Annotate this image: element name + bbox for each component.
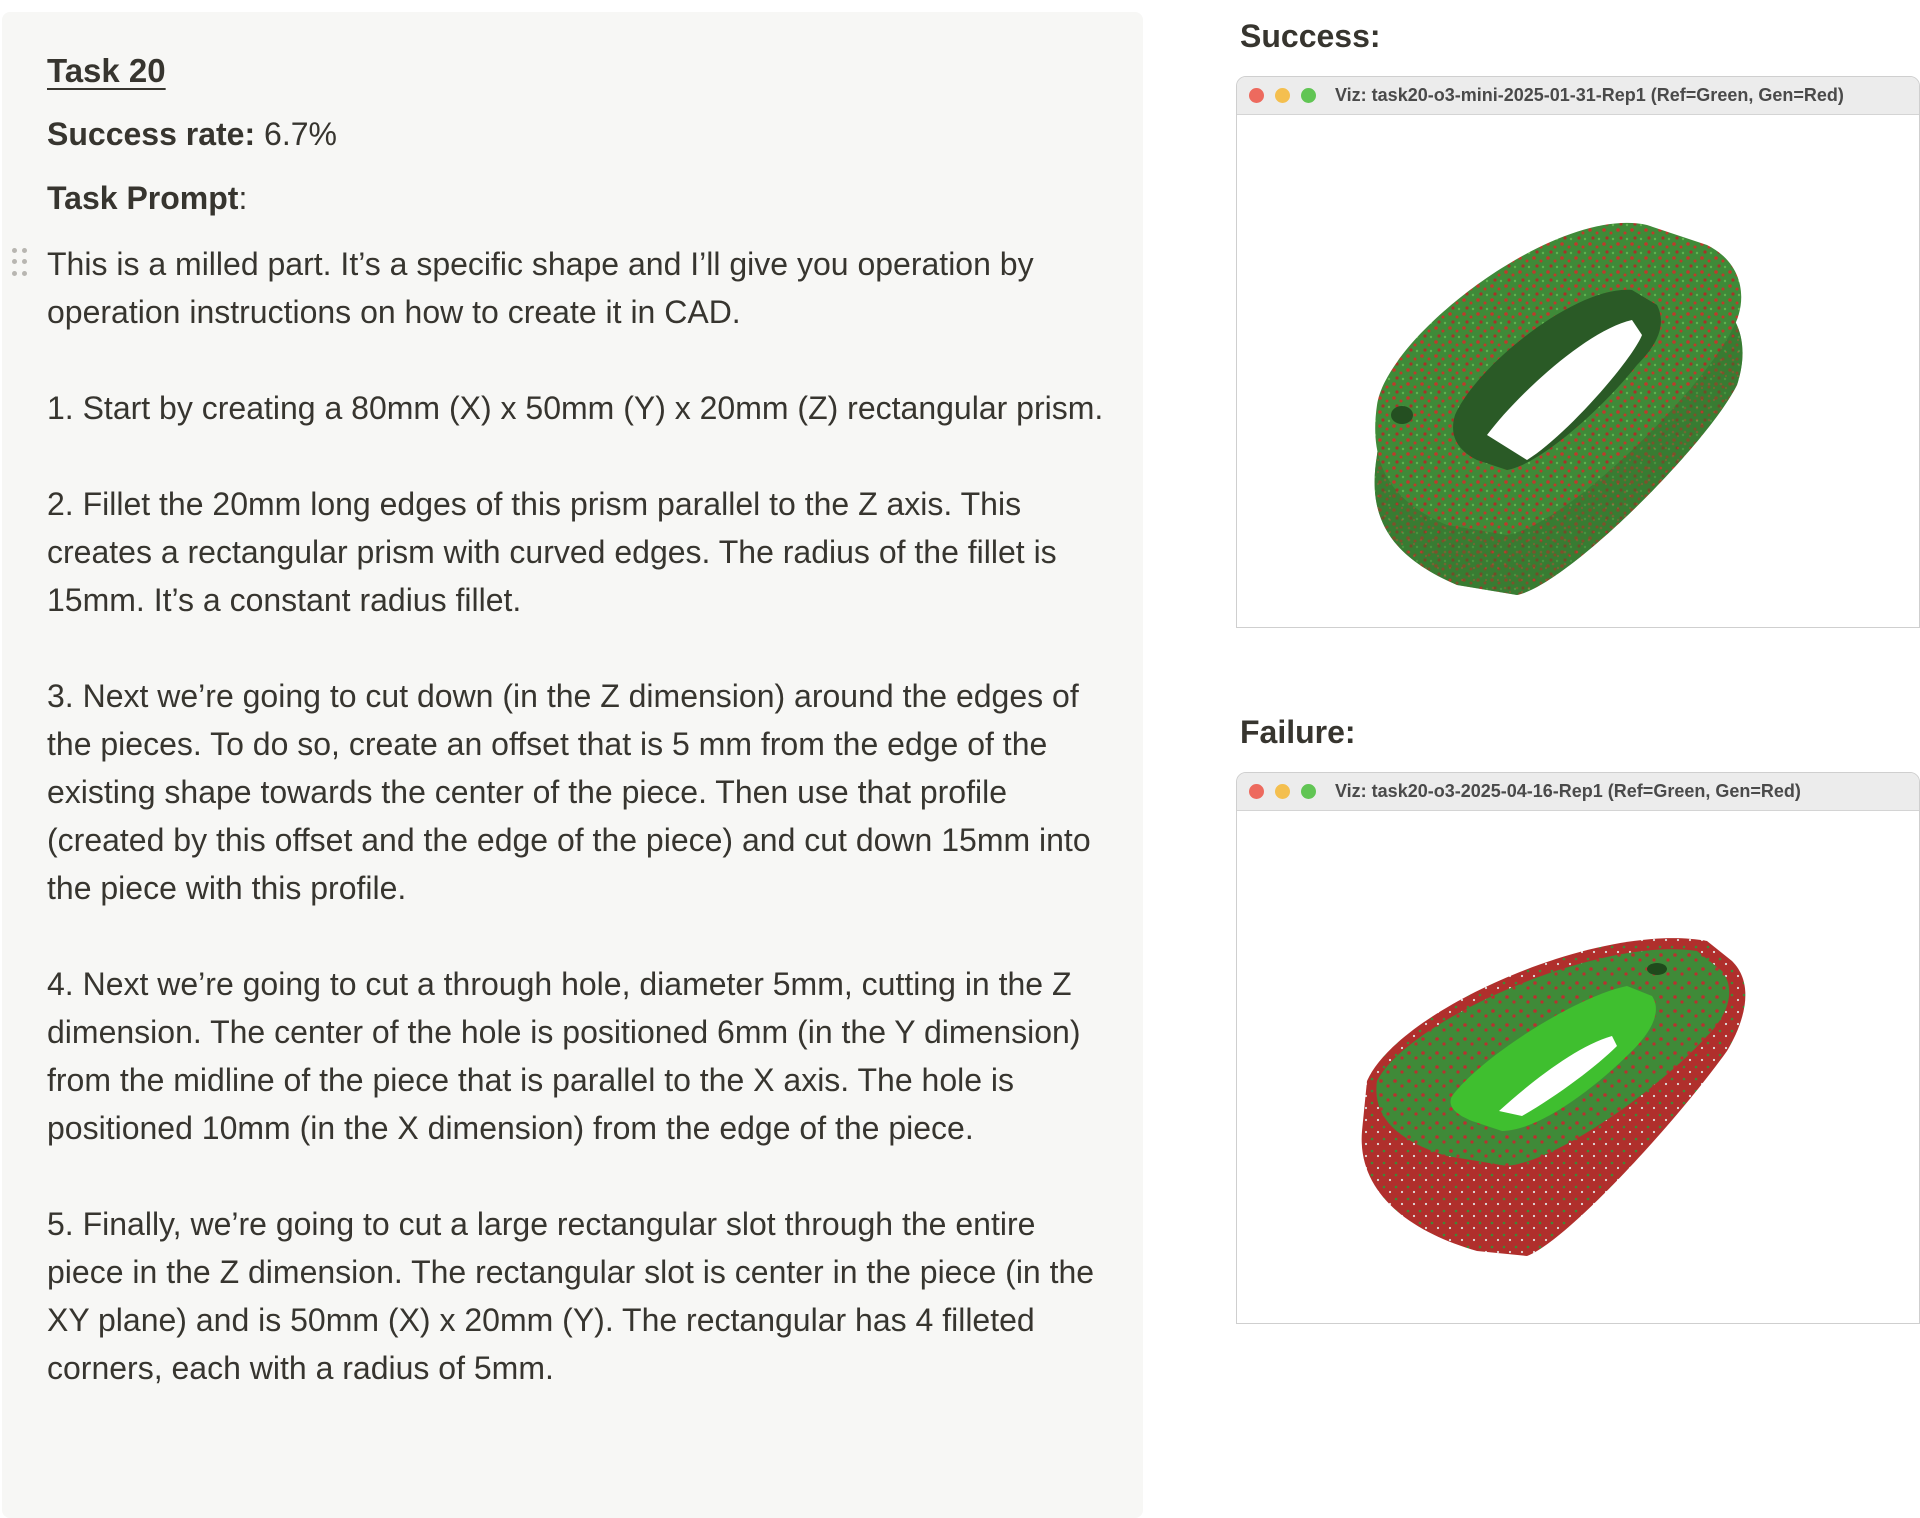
task-prompt: [47, 240, 1107, 1440]
prompt-paragraph: This is a milled part. It’s a specific shape and I’ll give you operation by operation instructions on how to create it in CAD.: [47, 246, 1034, 330]
prompt-step-5: 5. Finally, we’re going to cut a large rectangular slot through the entire piece in the Z dimension. The rectangular slot is center in the piece (in the XY plane) and is 50mm (X) x 20mm (Y). The rectangular has 4 filleted corners, each with a radius of 5mm.: [47, 1206, 1095, 1386]
failure-point-cloud-render: [1237, 811, 1920, 1324]
success-titlebar: [1237, 77, 1919, 115]
prompt-step-2: 2. Fillet the 20mm long edges of this prism parallel to the Z axis. This creates a rectangular prism with curved edges. The radius of the fillet is 15mm. It’s a constant radius fillet.: [47, 486, 1057, 618]
success-rate-label: Success rate:: [47, 116, 256, 152]
success-point-cloud-render: [1237, 115, 1920, 628]
prompt-step-3: 3. Next we’re going to cut down (in the Z dimension) around the edges of the pieces. To do so, create an offset that is 5 mm from the edge of the existing shape towards the center of the piece. Then use that profile (created by this offset and the edge of the piece) and cut down 15mm into the piece with this profile.: [47, 678, 1091, 906]
prompt-step-4: 4. Next we’re going to cut a through hole, diameter 5mm, cutting in the Z dimension. The center of the hole is positioned 6mm (in the Y dimension) from the midline of the piece that is parallel to the X axis. The hole is positioned 10mm (in the X dimension) from the edge of the piece.: [47, 966, 1081, 1146]
minimize-window-icon[interactable]: [1275, 88, 1290, 103]
task-prompt-colon: :: [238, 180, 248, 216]
task-title: Task 20: [47, 52, 166, 89]
failure-window-title: Viz: task20-o3-2025-04-16-Rep1 (Ref=Green, Gen=Red): [1335, 781, 1801, 801]
task-prompt-heading: [47, 180, 247, 217]
zoom-window-icon[interactable]: [1301, 784, 1316, 799]
success-window-title: Viz: task20-o3-mini-2025-01-31-Rep1 (Ref=Green, Gen=Red): [1335, 85, 1844, 105]
success-rate: [47, 116, 337, 153]
minimize-window-icon[interactable]: [1275, 784, 1290, 799]
failure-titlebar: [1237, 773, 1919, 811]
close-window-icon[interactable]: [1249, 784, 1264, 799]
drag-handle-icon[interactable]: [12, 248, 28, 278]
task-prompt-label: Task Prompt: [47, 180, 239, 216]
success-viz-window: [1236, 76, 1920, 628]
success-label: Success:: [1240, 18, 1381, 54]
success-rate-value: 6.7%: [264, 116, 337, 152]
close-window-icon[interactable]: [1249, 88, 1264, 103]
prompt-step-1: 1. Start by creating a 80mm (X) x 50mm (Y) x 20mm (Z) rectangular prism.: [47, 390, 1104, 426]
zoom-window-icon[interactable]: [1301, 88, 1316, 103]
failure-viz-window: [1236, 772, 1920, 1324]
failure-label: Failure:: [1240, 714, 1356, 750]
